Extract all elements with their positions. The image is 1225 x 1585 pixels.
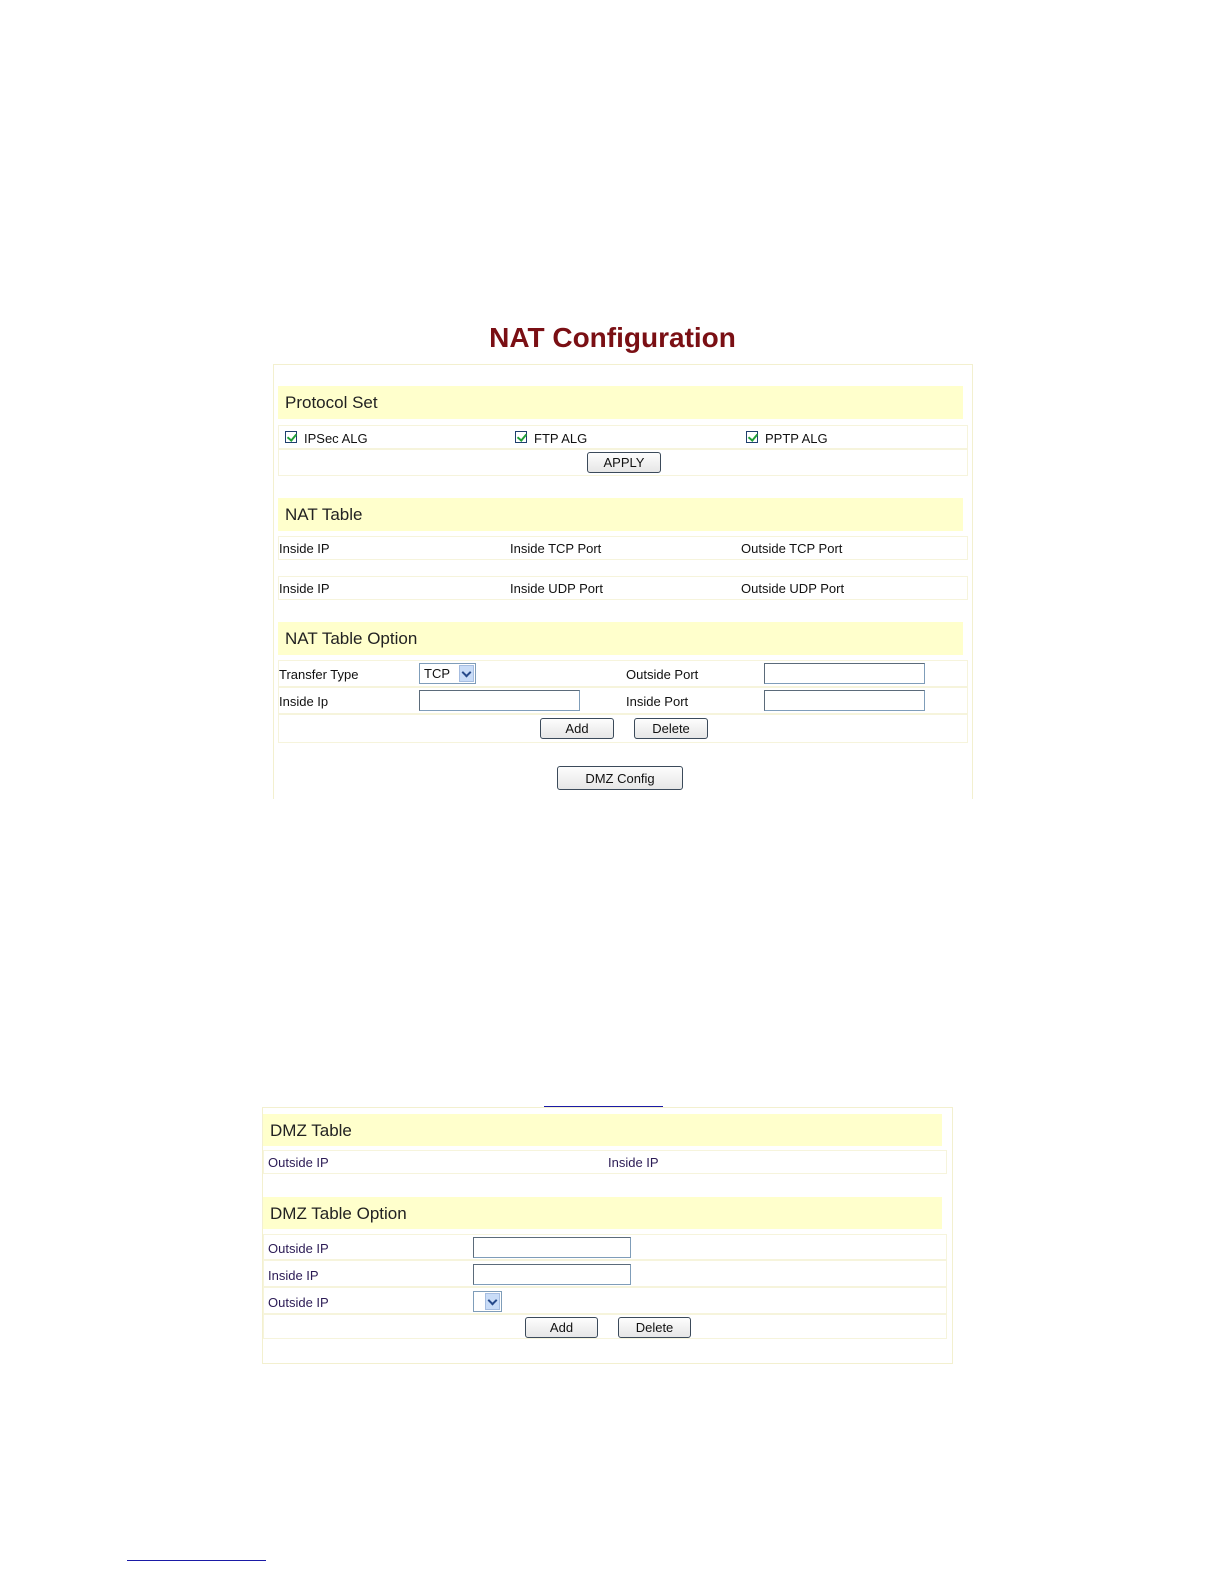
- transfer-type-label: Transfer Type: [279, 667, 359, 682]
- pptp-alg-checkbox[interactable]: [746, 431, 758, 443]
- transfer-type-select[interactable]: [419, 663, 476, 684]
- ftp-alg-checkbox[interactable]: [515, 431, 527, 443]
- transfer-type-value: TCP: [424, 666, 450, 681]
- protocol-set-header: Protocol Set: [278, 386, 963, 419]
- inside-ip-row: [278, 687, 968, 714]
- page-title: NAT Configuration: [489, 322, 736, 353]
- nat-col-inside-tcp-port: Inside TCP Port: [510, 541, 602, 556]
- nat-add-button[interactable]: Add: [540, 718, 614, 739]
- inside-ip-input[interactable]: [419, 690, 580, 711]
- dmz-outside-ip-label: Outside IP: [268, 1241, 329, 1256]
- nat-table-header: NAT Table: [278, 498, 963, 531]
- nat-table-option-header: NAT Table Option: [278, 622, 963, 655]
- ipsec-alg-checkbox[interactable]: [285, 431, 297, 443]
- outside-port-input[interactable]: [764, 663, 925, 684]
- nat-delete-button[interactable]: Delete: [634, 718, 708, 739]
- nat-tcp-header-row: [278, 536, 968, 560]
- dmz-outside-ip-select[interactable]: [473, 1291, 502, 1312]
- dmz-add-delete-row: [263, 1314, 947, 1339]
- nat-col-outside-udp-port: Outside UDP Port: [741, 581, 845, 596]
- outside-port-label: Outside Port: [626, 667, 699, 682]
- nat-col-inside-ip: Inside IP: [279, 541, 330, 556]
- nat-col-inside-ip-udp: Inside IP: [279, 581, 330, 596]
- dmz-col-outside-ip: Outside IP: [268, 1155, 329, 1170]
- inside-port-input[interactable]: [764, 690, 925, 711]
- dmz-outside-ip-input[interactable]: [473, 1237, 631, 1258]
- nat-config-panel: [273, 364, 973, 799]
- dmz-col-inside-ip: Inside IP: [608, 1155, 659, 1170]
- apply-row: [278, 449, 968, 476]
- inside-ip-label: Inside Ip: [279, 694, 329, 709]
- pptp-alg-label: PPTP ALG: [765, 431, 828, 446]
- dmz-inside-ip-row: [263, 1260, 947, 1287]
- ipsec-alg-label: IPSec ALG: [304, 431, 368, 446]
- dmz-delete-button[interactable]: Delete: [618, 1317, 691, 1338]
- nat-udp-header-row: [278, 576, 968, 600]
- chevron-down-icon: [485, 1293, 500, 1310]
- transfer-type-row: [278, 660, 968, 687]
- dmz-inside-ip-input[interactable]: [473, 1264, 631, 1285]
- ftp-alg-label: FTP ALG: [534, 431, 588, 446]
- protocol-options-row: [278, 425, 968, 449]
- dmz-table-header: DMZ Table: [263, 1114, 942, 1146]
- dmz-outside-ip-select-row: [263, 1287, 947, 1314]
- footer-link-underline[interactable]: [127, 1560, 266, 1561]
- dmz-table-header-row: [263, 1150, 947, 1174]
- dmz-config-panel: [262, 1107, 953, 1364]
- dmz-config-button[interactable]: DMZ Config: [557, 766, 683, 790]
- dmz-outside-ip-select-label: Outside IP: [268, 1295, 329, 1310]
- dmz-inside-ip-label: Inside IP: [268, 1268, 319, 1283]
- chevron-down-icon: [459, 665, 474, 682]
- dmz-table-option-header: DMZ Table Option: [263, 1197, 942, 1229]
- dmz-add-button[interactable]: Add: [525, 1317, 598, 1338]
- dmz-outside-ip-row: [263, 1234, 947, 1260]
- nat-col-inside-udp-port: Inside UDP Port: [510, 581, 603, 596]
- inside-port-label: Inside Port: [626, 694, 689, 709]
- apply-button[interactable]: APPLY: [587, 452, 661, 473]
- nat-add-delete-row: [278, 714, 968, 743]
- nat-col-outside-tcp-port: Outside TCP Port: [741, 541, 843, 556]
